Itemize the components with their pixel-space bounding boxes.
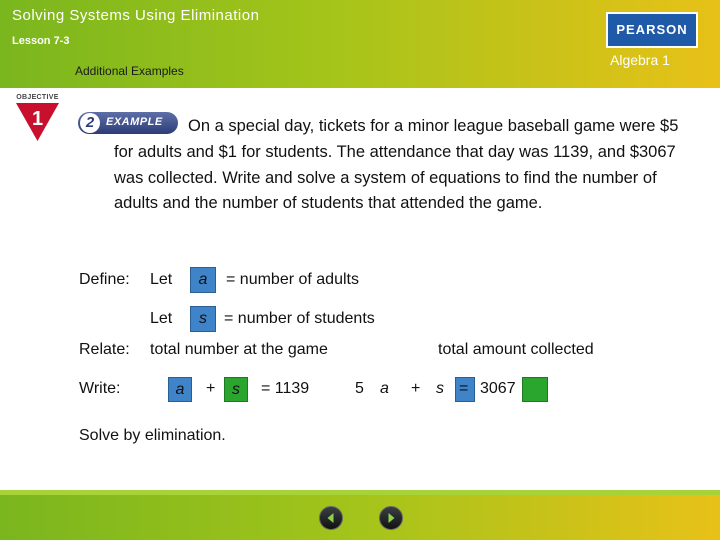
define-students: = number of students [224, 310, 375, 327]
let-label-2: Let [150, 310, 173, 327]
equation1-s-box: s [224, 377, 248, 402]
example-number: 2 [80, 113, 100, 133]
equation2-coefficient: 5 [355, 380, 364, 397]
equation2-rhs: 3067 [480, 380, 516, 397]
define-adults: = number of adults [226, 271, 359, 288]
footer-stripe [0, 490, 720, 495]
equation1-a-box: a [168, 377, 192, 402]
equation2-equals: = [459, 380, 469, 397]
section-subtitle: Additional Examples [75, 64, 184, 78]
equation2-a: a [380, 380, 389, 397]
course-label: Algebra 1 [610, 52, 670, 68]
previous-slide-button[interactable] [319, 506, 343, 530]
relate-label: Relate: [79, 341, 130, 358]
equation1-plus: + [206, 380, 216, 397]
objective-label: OBJECTIVE [16, 94, 59, 101]
relate-total-amount: total amount collected [438, 341, 594, 358]
header-banner [0, 0, 720, 88]
equation2-s: s [436, 380, 444, 397]
equation2-plus: + [411, 380, 421, 397]
example-label: EXAMPLE [106, 116, 163, 128]
objective-shield-icon [10, 101, 65, 143]
objective-number: 1 [31, 108, 44, 130]
solve-instruction: Solve by elimination. [79, 427, 226, 444]
problem-text: On a special day, tickets for a minor league baseball game were $5 for adults and $1 for students. The attendance that day was 1139, and $3067 was collected. Write and solve a system of equations to find the number of adults and the number of students that attended the game. [114, 117, 679, 213]
let-label-1: Let [150, 271, 173, 288]
variable-s-box: s [190, 306, 216, 332]
pearson-logo: PEARSON [606, 12, 698, 48]
answer-placeholder-box [522, 377, 548, 402]
equation1-rhs: = 1139 [261, 380, 310, 397]
next-slide-button[interactable] [379, 506, 403, 530]
define-label: Define: [79, 271, 130, 288]
lesson-label: Lesson 7-3 [12, 35, 70, 47]
footer-bar [0, 490, 720, 540]
write-label: Write: [79, 380, 121, 397]
relate-total-number: total number at the game [150, 341, 328, 358]
arrow-left-icon [320, 507, 342, 529]
arrow-right-icon [380, 507, 402, 529]
slide-title: Solving Systems Using Elimination [12, 7, 260, 24]
objective-badge [10, 94, 65, 146]
variable-a-box: a [190, 267, 216, 293]
